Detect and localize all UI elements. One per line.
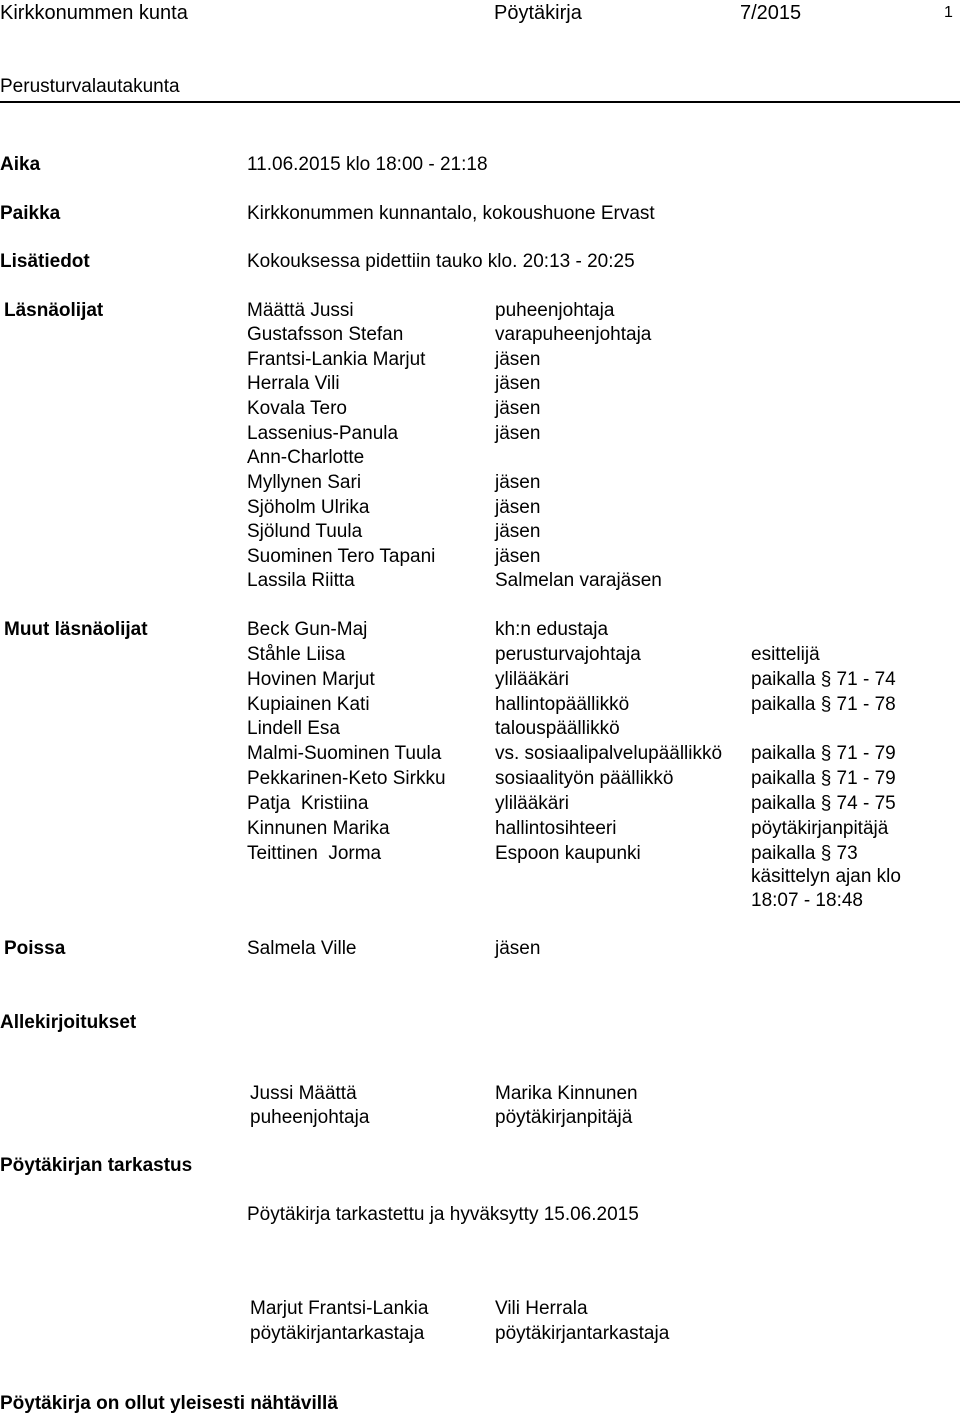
others-role: kh:n edustaja [495, 619, 609, 640]
present-name: Myllynen Sari [247, 472, 362, 493]
review-label: Pöytäkirjan tarkastus [0, 1155, 193, 1176]
present-role: jäsen [495, 546, 541, 567]
place-label: Paikka [0, 203, 61, 224]
signature-right-role: pöytäkirjanpitäjä [495, 1107, 633, 1128]
present-name: Sjölund Tuula [247, 521, 363, 542]
others-note: paikalla § 73 [751, 843, 858, 864]
absent-label: Poissa [4, 938, 66, 959]
time-value: 11.06.2015 klo 18:00 - 21:18 [247, 154, 488, 175]
others-note: pöytäkirjanpitäjä [751, 818, 889, 839]
others-note: paikalla § 71 - 79 [751, 768, 896, 789]
others-name: Patja Kristiina [247, 793, 369, 814]
others-note: paikalla § 71 - 78 [751, 694, 896, 715]
organization-name: Kirkkonummen kunta [0, 2, 188, 24]
others-label: Muut läsnäolijat [4, 619, 148, 640]
absent-role: jäsen [495, 938, 541, 959]
present-role: jäsen [495, 349, 541, 370]
others-note: esittelijä [751, 644, 820, 665]
signature-right-name: Marika Kinnunen [495, 1083, 638, 1104]
present-role: varapuheenjohtaja [495, 324, 652, 345]
others-role: talouspäällikkö [495, 718, 620, 739]
others-role: perusturvajohtaja [495, 644, 641, 665]
present-name: Lassenius-Panula [247, 423, 399, 444]
page-number: 1 [944, 4, 953, 21]
present-label: Läsnäolijat [4, 300, 104, 321]
reviewer-right-name: Vili Herrala [495, 1298, 588, 1319]
others-note: 18:07 - 18:48 [751, 890, 863, 911]
others-role: ylilääkäri [495, 669, 569, 690]
others-name: Kupiainen Kati [247, 694, 370, 715]
others-note: paikalla § 74 - 75 [751, 793, 896, 814]
others-name: Pekkarinen-Keto Sirkku [247, 768, 446, 789]
place-value: Kirkkonummen kunnantalo, kokoushuone Ervast [247, 203, 655, 224]
others-name: Hovinen Marjut [247, 669, 375, 690]
others-role: ylilääkäri [495, 793, 569, 814]
review-statement: Pöytäkirja tarkastettu ja hyväksytty 15.06.2015 [247, 1204, 639, 1225]
others-role: vs. sosiaalipalvelupäällikkö [495, 743, 723, 764]
signatures-label: Allekirjoitukset [0, 1012, 137, 1033]
others-note: paikalla § 71 - 74 [751, 669, 896, 690]
document-number: 7/2015 [740, 2, 802, 24]
present-role: jäsen [495, 472, 541, 493]
signature-left-role: puheenjohtaja [250, 1107, 370, 1128]
present-name: Gustafsson Stefan [247, 324, 404, 345]
others-role: hallintosihteeri [495, 818, 617, 839]
absent-name: Salmela Ville [247, 938, 357, 959]
info-label: Lisätiedot [0, 251, 90, 272]
others-name: Kinnunen Marika [247, 818, 390, 839]
present-role: jäsen [495, 373, 541, 394]
present-name: Frantsi-Lankia Marjut [247, 349, 426, 370]
info-value: Kokouksessa pidettiin tauko klo. 20:13 - 20:25 [247, 251, 635, 272]
reviewer-left-role: pöytäkirjantarkastaja [250, 1323, 425, 1344]
others-name: Ståhle Liisa [247, 644, 346, 665]
present-role: puheenjohtaja [495, 300, 615, 321]
others-role: Espoon kaupunki [495, 843, 641, 864]
others-name: Beck Gun-Maj [247, 619, 368, 640]
present-name: Suominen Tero Tapani [247, 546, 436, 567]
present-role: jäsen [495, 497, 541, 518]
present-role: jäsen [495, 398, 541, 419]
present-name: Määttä Jussi [247, 300, 354, 321]
others-note: paikalla § 71 - 79 [751, 743, 896, 764]
others-note: käsittelyn ajan klo [751, 866, 901, 887]
present-role: Salmelan varajäsen [495, 570, 662, 591]
header-divider [0, 101, 960, 103]
signature-left-name: Jussi Määttä [250, 1083, 357, 1104]
document-type: Pöytäkirja [494, 2, 582, 24]
others-name: Teittinen Jorma [247, 843, 382, 864]
others-name: Malmi-Suominen Tuula [247, 743, 442, 764]
public-display-heading: Pöytäkirja on ollut yleisesti nähtävillä [0, 1393, 338, 1414]
others-role: sosiaalityön päällikkö [495, 768, 674, 789]
time-label: Aika [0, 154, 41, 175]
present-name: Sjöholm Ulrika [247, 497, 370, 518]
present-name: Ann-Charlotte [247, 447, 365, 468]
present-role: jäsen [495, 521, 541, 542]
present-name: Kovala Tero [247, 398, 347, 419]
reviewer-left-name: Marjut Frantsi-Lankia [250, 1298, 429, 1319]
present-name: Herrala Vili [247, 373, 340, 394]
reviewer-right-role: pöytäkirjantarkastaja [495, 1323, 670, 1344]
others-role: hallintopäällikkö [495, 694, 630, 715]
present-name: Lassila Riitta [247, 570, 355, 591]
present-role: jäsen [495, 423, 541, 444]
others-name: Lindell Esa [247, 718, 340, 739]
body-name: Perusturvalautakunta [0, 76, 180, 97]
